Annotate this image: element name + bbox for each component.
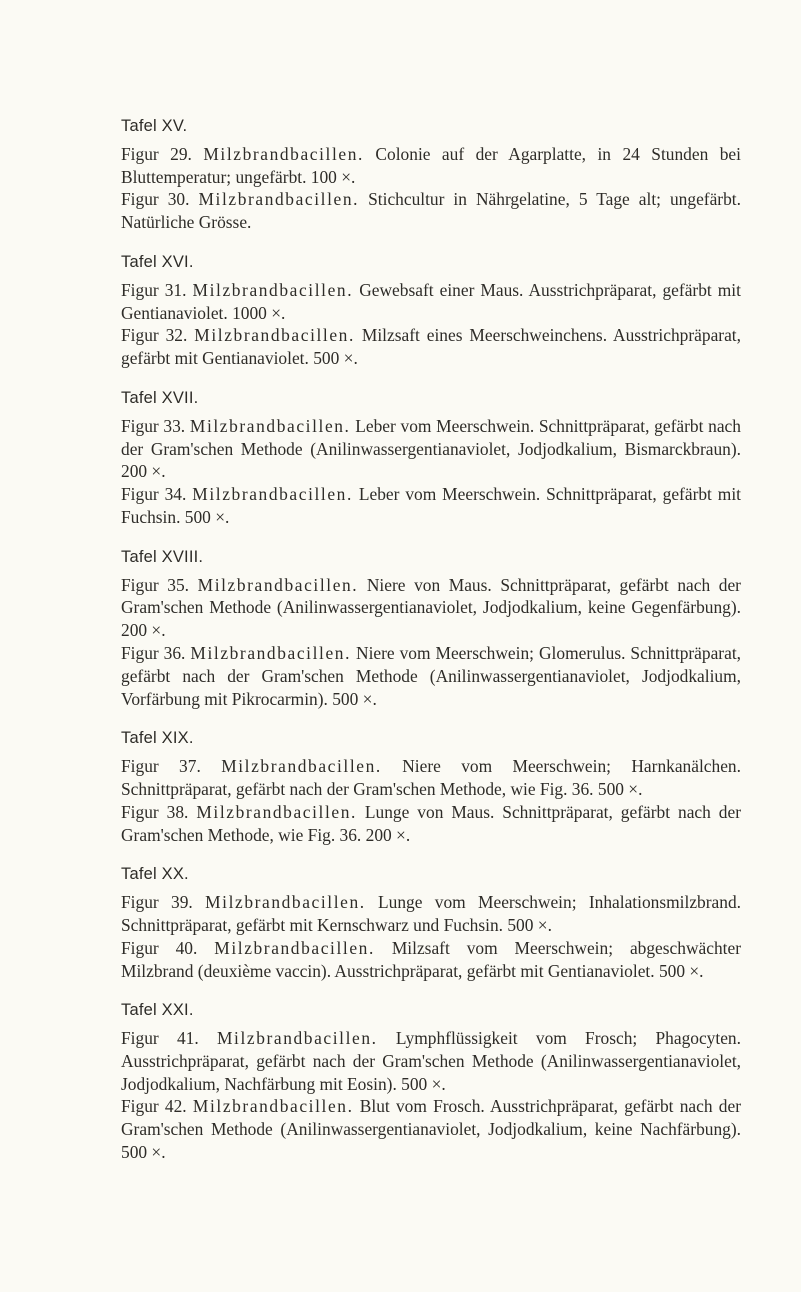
organism-name: Milzbrandbacillen. — [216, 1028, 378, 1049]
organism-name: Milzbrandbacillen. — [194, 325, 355, 346]
figure-caption — [121, 188, 741, 234]
figure-label: Figur 33. — [121, 415, 186, 436]
figure-label: Figur 30. — [121, 189, 190, 210]
tafel-section — [121, 251, 741, 370]
tafel-section — [121, 115, 741, 234]
figure-label: Figur 40. — [121, 937, 198, 958]
organism-name: Milzbrandbacillen. — [205, 892, 366, 913]
figure-caption — [121, 891, 741, 937]
tafel-heading: Tafel XVIII. — [121, 547, 204, 566]
tafel-heading: Tafel XVII. — [121, 388, 199, 407]
tafel-section — [121, 387, 741, 529]
caption-text: Gewebsaft einer Maus. Ausstrichpräparat, gefärbt mit Gentianaviolet. 1000 ×. — [121, 279, 741, 323]
figure-caption — [121, 1027, 741, 1095]
organism-name: Milzbrandbacillen. — [203, 143, 364, 164]
caption-text: Lunge vom Meerschwein; Inhalationsmilzbrand. Schnittpräparat, gefärbt mit Kernschwarz und Fuchsin. 500 ×. — [121, 892, 741, 935]
figure-caption — [121, 642, 741, 710]
figure-caption — [121, 143, 741, 189]
figure-label: Figur 29. — [121, 143, 192, 164]
tafel-heading: Tafel XV. — [121, 117, 188, 135]
tafel-heading: Tafel XIX. — [121, 729, 194, 748]
figure-label: Figur 37. — [121, 756, 201, 777]
figure-label: Figur 39. — [121, 892, 193, 913]
tafel-section — [121, 863, 741, 982]
figure-label: Figur 31. — [121, 279, 187, 300]
caption-text: Leber vom Meerschwein. Schnittpräparat, gefärbt nach der Gram'schen Methode (Anilinwassergentianaviolet, Jodjodkalium, Bismarckbraun). 200 ×. — [121, 415, 741, 482]
caption-text: Colonie auf der Agarplatte, in 24 Stunden bei Bluttemperatur; ungefärbt. 100 ×. — [121, 143, 741, 187]
figure-label: Figur 41. — [121, 1028, 199, 1049]
tafel-heading: Tafel XXI. — [121, 1001, 194, 1020]
organism-name: Milzbrandbacillen. — [196, 801, 357, 822]
organism-name: Milzbrandbacillen. — [192, 279, 354, 300]
figure-caption — [121, 415, 741, 483]
tafel-section — [121, 999, 741, 1164]
caption-text: Stichcultur in Nährgelatine, 5 Tage alt; ungefärbt. Natürliche Grösse. — [121, 189, 741, 233]
organism-name: Milzbrandbacillen. — [190, 642, 352, 663]
figure-caption — [121, 324, 741, 370]
figure-caption — [121, 755, 741, 801]
organism-name: Milzbrandbacillen. — [214, 937, 375, 958]
tafel-heading: Tafel XVI. — [121, 252, 194, 271]
organism-name: Milzbrandbacillen. — [197, 574, 359, 595]
figure-label: Figur 38. — [121, 801, 189, 822]
tafel-section — [121, 546, 741, 711]
caption-text: Lunge von Maus. Schnittpräparat, gefärbt nach der Gram'schen Methode, wie Fig. 36. 200 ×. — [121, 801, 741, 845]
caption-text: Niere von Maus. Schnittpräparat, gefärbt nach der Gram'schen Methode (Anilinwassergentianaviolet, Jodjodkalium, keine Gegenfärbung). 200 ×. — [121, 574, 741, 641]
figure-label: Figur 35. — [121, 574, 190, 595]
figure-label: Figur 32. — [121, 325, 188, 346]
caption-text: Milzsaft vom Meerschwein; abgeschwächter Milzbrand (deuxième vaccin). Ausstrichpräparat, gefärbt mit Gentianaviolet. 500 ×. — [121, 937, 741, 981]
tafel-section — [121, 727, 741, 846]
organism-name: Milzbrandbacillen. — [189, 415, 351, 436]
figure-caption — [121, 801, 741, 847]
caption-text: Lymphflüssigkeit vom Frosch; Phagocyten. Ausstrichpräparat, gefärbt nach der Gram'schen Methode (Anilinwassergentianaviolet, Jodjodkalium, Nachfärbung mit Eosin). 500 ×. — [121, 1028, 741, 1094]
caption-text: Milzsaft eines Meerschweinchens. Ausstrichpräparat, gefärbt mit Gentianaviolet. 500 ×. — [121, 325, 741, 369]
figure-caption — [121, 937, 741, 983]
organism-name: Milzbrandbacillen. — [198, 189, 360, 210]
organism-name: Milzbrandbacillen. — [192, 484, 353, 505]
figure-caption — [121, 279, 741, 325]
figure-label: Figur 36. — [121, 642, 186, 663]
caption-text: Niere vom Meerschwein; Glomerulus. Schnittpräparat, gefärbt nach der Gram'schen Methode (Anilinwassergentianaviolet, Jodjodkalium, Vorfärbung mit Pikrocarmin). 500 ×. — [121, 642, 741, 709]
organism-name: Milzbrandbacillen. — [192, 1096, 354, 1117]
organism-name: Milzbrandbacillen. — [221, 756, 382, 777]
caption-text: Blut vom Frosch. Ausstrichpräparat, gefärbt nach der Gram'schen Methode (Anilinwassergentianaviolet, Jodjodkalium, keine Nachfärbung). 500 ×. — [121, 1096, 741, 1163]
figure-caption — [121, 1095, 741, 1163]
figure-label: Figur 42. — [121, 1096, 187, 1117]
figure-label: Figur 34. — [121, 484, 187, 505]
figure-caption — [121, 483, 741, 529]
caption-text: Leber vom Meerschwein. Schnittpräparat, gefärbt mit Fuchsin. 500 ×. — [121, 484, 742, 527]
tafel-heading: Tafel XX. — [121, 865, 189, 884]
caption-text: Niere vom Meerschwein; Harnkanälchen. Schnittpräparat, gefärbt nach der Gram'schen Methode, wie Fig. 36. 500 ×. — [121, 756, 741, 799]
figure-caption — [121, 574, 741, 642]
